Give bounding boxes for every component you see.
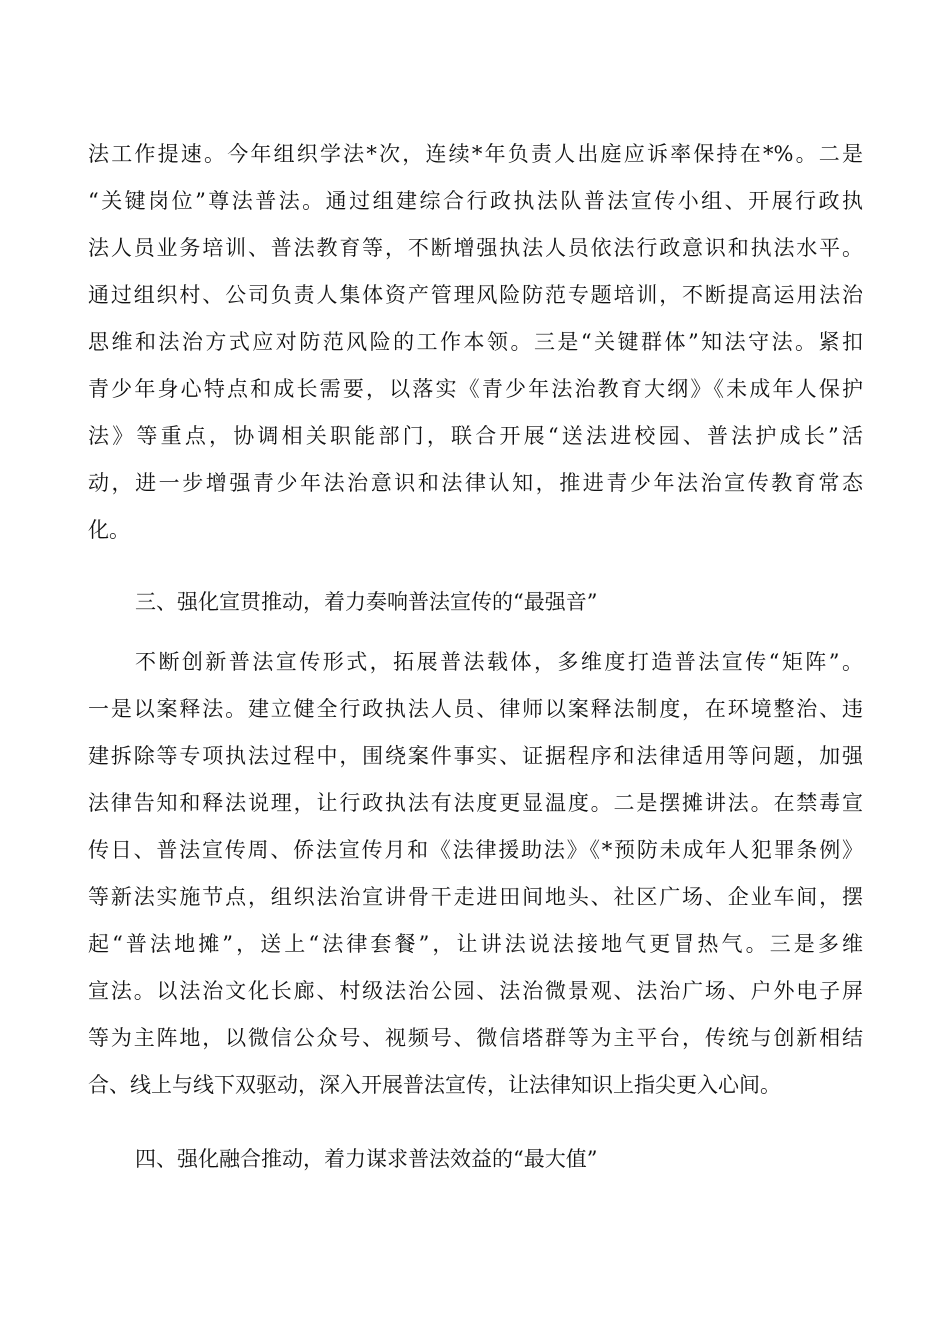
body-text-line: 传日、普法宣传周、侨法宣传月和《法律援助法》《*预防未成年人犯罪条例》 xyxy=(88,838,863,862)
body-text-line: 等为主阵地，以微信公众号、视频号、微信塔群等为主平台，传统与创新相结 xyxy=(88,1026,863,1050)
body-text-line: 通过组织村、公司负责人集体资产管理风险防范专题培训，不断提高运用法治 xyxy=(88,283,863,307)
body-text-line: 宣法。以法治文化长廊、村级法治公园、法治微景观、法治广场、户外电子屏 xyxy=(88,979,863,1003)
body-text-line: 合、线上与线下双驱动，深入开展普法宣传，让法律知识上指尖更入心间。 xyxy=(88,1073,781,1097)
body-text-line: 法人员业务培训、普法教育等，不断增强执法人员依法行政意识和执法水平。 xyxy=(88,236,863,260)
section-heading: 四、强化融合推动，着力谋求普法效益的“最大值” xyxy=(135,1147,598,1171)
body-text-line: 一是以案释法。建立健全行政执法人员、律师以案释法制度，在环境整治、违 xyxy=(88,697,863,721)
body-text-line: 动，进一步增强青少年法治意识和法律认知，推进青少年法治宣传教育常态 xyxy=(88,471,863,495)
body-text-line: “关键岗位”尊法普法。通过组建综合行政执法队普法宣传小组、开展行政执 xyxy=(88,189,863,213)
body-text-line: 不断创新普法宣传形式，拓展普法载体，多维度打造普法宣传“矩阵”。 xyxy=(135,650,863,674)
section-heading: 三、强化宣贯推动，着力奏响普法宣传的“最强音” xyxy=(135,590,598,614)
body-text-line: 青少年身心特点和成长需要，以落实《青少年法治教育大纲》《未成年人保护 xyxy=(88,377,863,401)
body-text-line: 建拆除等专项执法过程中，围绕案件事实、证据程序和法律适用等问题，加强 xyxy=(88,744,863,768)
body-text-line: 等新法实施节点，组织法治宣讲骨干走进田间地头、社区广场、企业车间，摆 xyxy=(88,885,863,909)
body-text-line: 思维和法治方式应对防范风险的工作本领。三是“关键群体”知法守法。紧扣 xyxy=(88,330,863,354)
body-text-line: 化。 xyxy=(88,518,130,542)
body-text-line: 起“普法地摊”，送上“法律套餐”，让讲法说法接地气更冒热气。三是多维 xyxy=(88,932,863,956)
body-text-line: 法律告知和释法说理，让行政执法有法度更显温度。二是摆摊讲法。在禁毒宣 xyxy=(88,791,863,815)
body-text-line: 法》等重点，协调相关职能部门，联合开展“送法进校园、普法护成长”活 xyxy=(88,424,863,448)
body-text-line: 法工作提速。今年组织学法*次，连续*年负责人出庭应诉率保持在*%。二是 xyxy=(88,142,863,166)
